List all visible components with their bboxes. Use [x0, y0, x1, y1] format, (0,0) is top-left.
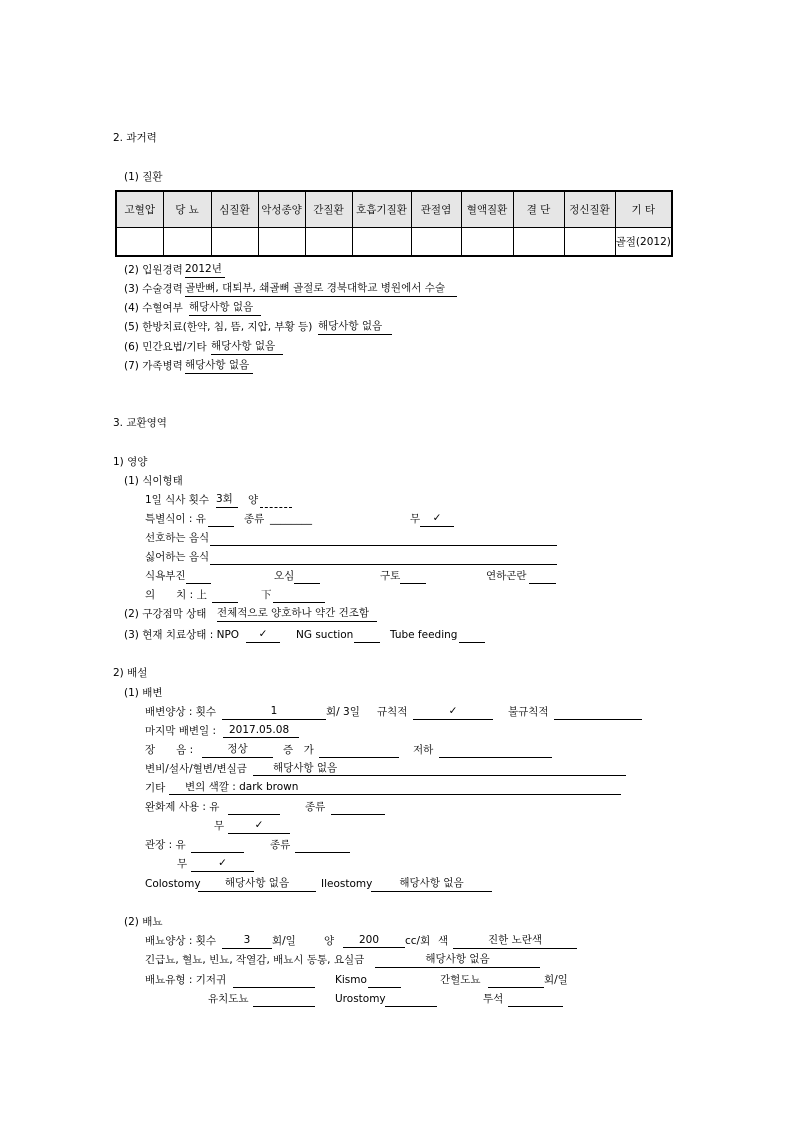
enema-kind-blank[interactable]: [295, 838, 350, 853]
colostomy-value: 해당사항 없음: [198, 877, 316, 892]
urine-amount-label: 양: [324, 935, 335, 947]
enema-yes-blank[interactable]: [191, 838, 244, 853]
other-label: 기타: [145, 782, 166, 794]
enema-label: 관장 : 유: [145, 839, 186, 851]
ng-blank[interactable]: [354, 628, 380, 643]
laxative-kind-label: 종류: [305, 801, 326, 813]
ileostomy-value: 해당사항 없음: [371, 877, 492, 892]
nausea-blank[interactable]: [294, 569, 320, 584]
td-heart: [211, 228, 258, 257]
special-diet-label: 특별식이 : 유: [145, 513, 206, 525]
urine-type-label: 배뇨유형 : 기저귀: [145, 974, 227, 986]
nutrition-title: 1) 영양: [113, 456, 148, 468]
diet-title: (1) 식이형태: [124, 475, 183, 487]
urine-color-value: 진한 노란색: [453, 934, 577, 949]
anorexia-blank[interactable]: [186, 569, 211, 584]
enema-no-check[interactable]: ✓: [191, 857, 254, 872]
kind-blank[interactable]: ________: [270, 513, 312, 525]
meals-label: 1일 식사 횟수: [145, 494, 210, 506]
td-mental: [564, 228, 615, 257]
td-blood: [461, 228, 513, 257]
th-hypertension: 고혈압: [116, 191, 163, 228]
denture-lower-label: 下: [261, 589, 272, 601]
urine-unit: cc/회: [405, 935, 431, 947]
dislike-blank[interactable]: [210, 550, 557, 565]
th-heart: 심질환: [211, 191, 258, 228]
increase-blank[interactable]: [319, 743, 399, 758]
td-cancer: [258, 228, 305, 257]
foley-blank[interactable]: [253, 992, 315, 1007]
urine-title: (2) 배뇨: [124, 916, 163, 928]
surgery-label: (3) 수술경력: [124, 283, 183, 295]
urine-count: 3: [222, 934, 272, 949]
decrease-blank[interactable]: [439, 743, 552, 758]
dysphagia-label: 연하곤란: [486, 570, 527, 582]
bowel-sound-value: 정상: [202, 743, 273, 758]
urine-pattern-label: 배뇨양상 : 횟수: [145, 935, 217, 947]
urine-symptoms-value: 해당사항 없음: [375, 953, 540, 968]
folk-label: (6) 민간요법/기타: [124, 341, 207, 353]
tube-blank[interactable]: [459, 628, 485, 643]
regular-label: 규칙적: [377, 706, 408, 718]
section-3-title: 3. 교환영역: [113, 417, 167, 429]
other-value: 변의 색깔 : dark brown: [169, 781, 621, 795]
prefer-blank[interactable]: [210, 531, 557, 546]
th-respiratory: 호흡기질환: [352, 191, 411, 228]
kismo-blank[interactable]: [368, 973, 401, 988]
disease-label: (1) 질환: [124, 171, 163, 183]
td-arthritis: [411, 228, 461, 257]
table-header-row: [116, 191, 672, 228]
laxative-label: 완화제 사용 : 유: [145, 801, 220, 813]
last-bowel-value: 2017.05.08: [223, 724, 299, 738]
th-liver: 간질환: [305, 191, 352, 228]
transfusion-value: 해당사항 없음: [189, 301, 261, 316]
denture-label: 의 치 : 上: [145, 589, 207, 601]
kind-label: 종류: [244, 513, 265, 525]
th-tb: 결 단: [513, 191, 564, 228]
folk-value: 해당사항 없음: [211, 340, 283, 355]
ng-label: NG suction: [296, 629, 354, 641]
dialysis-label: 투석: [483, 993, 504, 1005]
urine-amount: 200: [343, 934, 405, 948]
increase-label: 증 가: [283, 744, 314, 756]
regular-check[interactable]: ✓: [413, 705, 493, 720]
no-check[interactable]: ✓: [420, 512, 454, 527]
diaper-blank[interactable]: [233, 973, 315, 988]
dislike-label: 싫어하는 음식: [145, 551, 210, 563]
td-tb: [513, 228, 564, 257]
irregular-label: 불규칙적: [508, 706, 549, 718]
admission-label: (2) 입원경력: [124, 264, 183, 276]
laxative-yes-blank[interactable]: [228, 800, 280, 815]
anorexia-label: 식욕부진: [145, 570, 186, 582]
bowel-title: (1) 배변: [124, 687, 163, 699]
meals-value: 3회: [216, 493, 238, 508]
laxative-no-label: 무: [214, 820, 225, 832]
bowel-count: 1: [222, 705, 326, 720]
colostomy-label: Colostomy: [145, 878, 201, 890]
td-respiratory: [352, 228, 411, 257]
constipation-label: 변비/설사/혈변/변실금: [145, 763, 247, 775]
tube-label: Tube feeding: [390, 629, 458, 641]
transfusion-label: (4) 수혈여부: [124, 302, 183, 314]
kismo-label: Kismo: [335, 974, 367, 986]
amount-blank[interactable]: [260, 493, 292, 508]
decrease-label: 저하: [413, 744, 434, 756]
intermittent-blank[interactable]: [488, 973, 544, 988]
bowel-per: 회/ 3일: [326, 706, 360, 718]
npo-check[interactable]: ✓: [246, 628, 280, 643]
oral-label: (2) 구강점막 상태: [124, 608, 207, 620]
ileostomy-label: Ileostomy: [321, 878, 373, 890]
nausea-label: 오심: [274, 570, 295, 582]
enema-no-label: 무: [177, 858, 188, 870]
td-hypertension: [116, 228, 163, 257]
last-bowel-label: 마지막 배변일 :: [145, 725, 217, 737]
th-other: 기 타: [615, 191, 672, 228]
constipation-value: 해당사항 없음: [253, 762, 626, 776]
laxative-no-check[interactable]: ✓: [228, 819, 290, 834]
foley-label: 유치도뇨: [208, 993, 249, 1005]
section-2-title: 2. 과거력: [113, 132, 157, 144]
oriental-label: (5) 한방치료(한약, 침, 뜸, 지압, 부황 등): [124, 321, 313, 333]
th-blood: 혈액질환: [461, 191, 513, 228]
urostomy-blank[interactable]: [385, 992, 437, 1007]
family-label: (7) 가족병력: [124, 360, 183, 372]
no-label: 무: [410, 513, 421, 525]
denture-upper-blank[interactable]: [212, 588, 238, 603]
admission-value: 2012년: [185, 263, 225, 278]
prefer-label: 선호하는 음식: [145, 532, 210, 544]
laxative-kind-blank[interactable]: [331, 800, 385, 815]
enema-kind-label: 종류: [270, 839, 291, 851]
urine-color-label: 색: [438, 935, 449, 947]
treatment-label: (3) 현재 치료상태 : NPO: [124, 629, 240, 641]
bowel-pattern-label: 배변양상 : 횟수: [145, 706, 217, 718]
th-diabetes: 당 뇨: [163, 191, 211, 228]
disease-table: [115, 190, 673, 257]
dialysis-blank[interactable]: [508, 992, 563, 1007]
irregular-blank[interactable]: [554, 705, 642, 720]
oral-value: 전체적으로 양호하나 약간 건조함: [217, 607, 377, 622]
table-row: [116, 228, 672, 257]
td-diabetes: [163, 228, 211, 257]
amount-label: 양: [248, 494, 259, 506]
td-other: 골절(2012): [615, 228, 672, 257]
intermittent-unit: 회/일: [544, 974, 568, 986]
urine-per: 회/일: [272, 935, 296, 947]
urostomy-label: Urostomy: [335, 993, 386, 1005]
th-cancer: 악성종양: [258, 191, 305, 228]
special-diet-blank[interactable]: [208, 512, 234, 527]
td-liver: [305, 228, 352, 257]
dysphagia-blank[interactable]: [529, 569, 556, 584]
th-arthritis: 관절염: [411, 191, 461, 228]
bowel-sound-label: 장 음 :: [145, 744, 194, 756]
oriental-value: 해당사항 없음: [318, 320, 392, 335]
th-mental: 정신질환: [564, 191, 615, 228]
vomit-blank[interactable]: [400, 569, 426, 584]
vomit-label: 구토: [380, 570, 401, 582]
intermittent-label: 간헐도뇨: [440, 974, 481, 986]
family-value: 해당사항 없음: [185, 359, 253, 374]
denture-lower-blank[interactable]: [273, 588, 325, 603]
elimination-title: 2) 배설: [113, 667, 148, 679]
urine-symptoms-label: 긴급뇨, 혈뇨, 빈뇨, 작열감, 배뇨시 동통, 요실금: [145, 954, 365, 966]
surgery-value: 골반뼈, 대퇴부, 쇄골뼈 골절로 경북대학교 병원에서 수술: [185, 282, 457, 297]
